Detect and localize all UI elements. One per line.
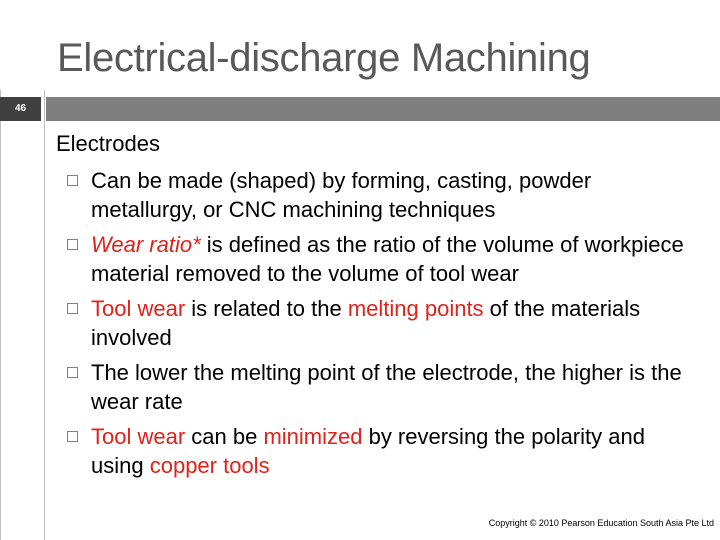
bullet-text: is related to the [185,296,348,321]
title-area [0,0,720,90]
highlighted-term: Wear ratio* [91,232,201,257]
highlighted-term: Tool wear [91,424,186,449]
bullet-text: Can be made (shaped) by forming, casting, powder metallurgy, or CNC machining techniques [91,168,592,222]
highlighted-term: melting points [347,296,484,321]
bullet-text: can be [185,424,264,449]
highlighted-term: copper tools [149,453,270,478]
bullet-item [72,230,692,288]
slide-title: Electrical-discharge Machining [57,36,591,80]
square-bullet-icon [67,239,78,250]
bullet-item [72,166,692,224]
square-bullet-icon [67,431,78,442]
highlighted-term: minimized [263,424,363,449]
bullet-item [72,358,692,416]
section-heading: Electrodes [56,131,160,156]
bullet-text: of the materials involved [91,296,641,350]
highlighted-term: Tool wear [91,296,186,321]
bullet-text: The lower the melting point of the electrode, the higher is the wear rate [91,360,682,414]
square-bullet-icon [67,175,78,186]
copyright-notice: Copyright © 2010 Pearson Education South Asia Pte Ltd [488,518,714,528]
slide-number: 46 [14,103,27,114]
square-bullet-icon [67,367,78,378]
bullet-item [72,294,692,352]
header-rule-bar [46,97,720,121]
bullet-item [72,422,692,480]
square-bullet-icon [67,303,78,314]
bullet-list [72,166,692,486]
bullet-text: is defined as the ratio of the volume of workpiece material removed to the volume of tool wear [91,232,684,286]
bullet-text: by reversing the polarity and using [91,424,645,478]
